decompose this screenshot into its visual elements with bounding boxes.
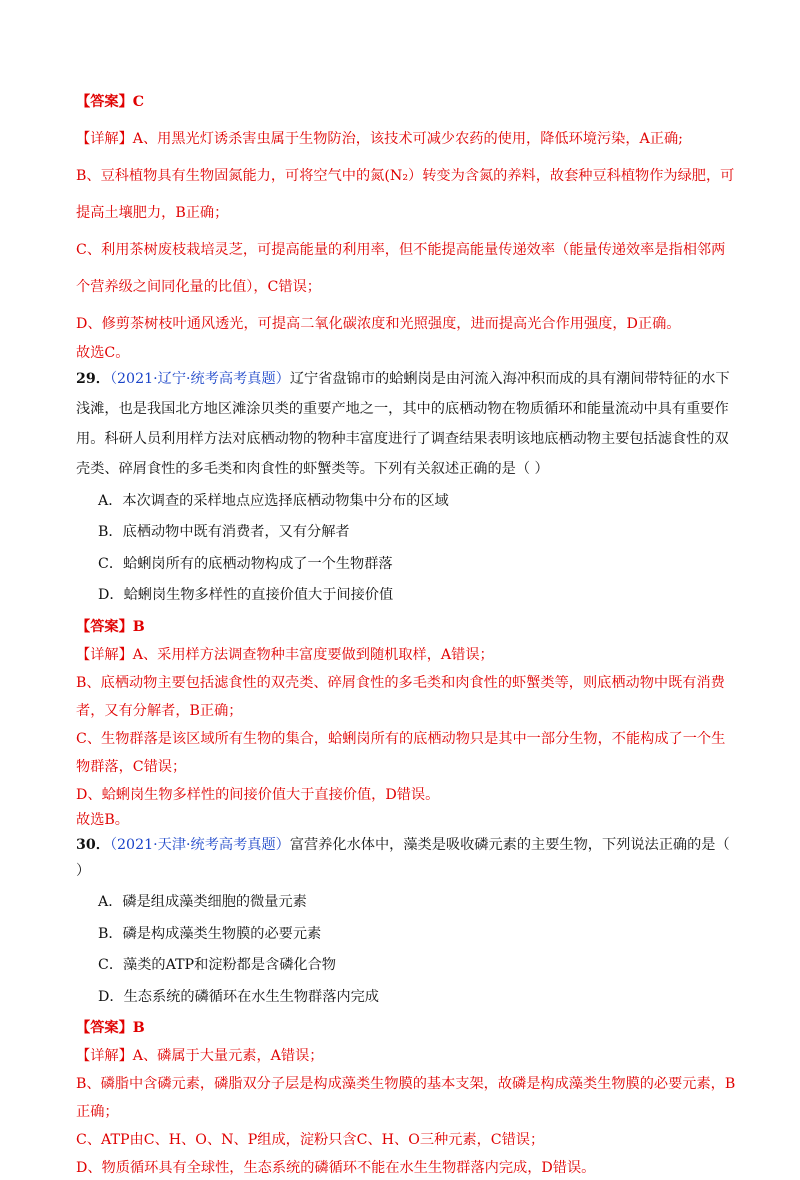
answer-value: B [132,1020,145,1036]
q29-detail-line: 物群落，C错误； [76,758,187,775]
q30-detail-line: 【详解】A、磷属于大量元素，A错误； [76,1048,324,1064]
q30-stem-first [76,834,744,857]
question-number: 29． [76,371,110,387]
q30-detail-line: 正确； [76,1104,119,1120]
answer-label: 【答案】 [76,94,133,110]
q29-stem-line: 浅滩，也是我国北方地区滩涂贝类的重要产地之一，其中的底栖动物在物质循环和能量流动中具有重要作 [76,401,729,417]
q30-option-b: B．磷是构成藻类生物膜的必要元素 [98,925,322,942]
q30-option-c: C．藻类的ATP和淀粉都是含磷化合物 [98,957,336,973]
q28-detail-line: D、修剪茶树枝叶通风透光，可提高二氧化碳浓度和光照强度，进而提高光合作用强度，D正确。 [76,316,681,332]
answer-label: 【答案】 [76,618,133,635]
q30-detail-line: C、ATP由C、H、O、N、P组成，淀粉只含C、H、O三种元素，C错误； [76,1132,545,1148]
q30-answer [76,1017,744,1040]
document-page [76,91,744,1180]
q29-option-a: A．本次调查的采样地点应选择底栖动物集中分布的区域 [98,492,449,509]
q29-option-b: B．底栖动物中既有消费者，又有分解者 [98,524,350,540]
q28-detail-line: 提高土壤肥力，B正确； [76,205,229,221]
q29-stem-line: 用。科研人员利用样方法对底栖动物的物种丰富度进行了调查结果表明该地底栖动物主要包括滤食性的双 [76,431,729,447]
q29-detail-line: C、生物群落是该区域所有生物的集合，蛤蜊岗所有的底栖动物只是其中一部分生物，不能构成了一个生 [76,730,726,747]
q29-stem-line: 壳类、碎屑食性的多毛类和肉食性的虾蟹类等。下列有关叙述正确的是（ ） [76,461,549,477]
q28-detail-line: C、利用茶树废枝栽培灵芝，可提高能量的利用率，但不能提高能量传递效率（能量传递效率是指相邻两 [76,242,726,258]
q28-answer [76,91,744,114]
q30-detail-line: D、物质循环具有全球性，生态系统的磷循环不能在水生生物群落内完成，D错误。 [76,1160,596,1176]
question-stem: 辽宁省盘锦市的蛤蜊岗是由河流入海冲积而成的具有潮间带特征的水下 [289,371,730,387]
question-source: （2021·辽宁·统考高考真题） [109,371,290,387]
q28-detail-line: B、豆科植物具有生物固氮能力，可将空气中的氮(N₂）转变为含氮的养料，故套种豆科植物作为绿肥，可 [76,168,735,184]
q29-detail-line: D、蛤蜊岗生物多样性的间接价值大于直接价值，D错误。 [76,786,440,803]
q29-answer [76,616,744,639]
question-stem: 富营养化水体中，藻类是吸收磷元素的主要生物，下列说法正确的是（ [289,836,730,853]
question-number: 30． [76,836,110,853]
q28-detail-line: 个营养级之间同化量的比值），C错误； [76,279,321,295]
q29-conclusion: 故选B。 [76,811,129,828]
q29-detail-line: 者，又有分解者，B正确； [76,702,243,719]
answer-value: C [132,94,145,110]
q29-option-c: C．蛤蜊岗所有的底栖动物构成了一个生物群落 [98,555,393,572]
answer-label: 【答案】 [76,1020,133,1036]
answer-value: B [132,618,145,635]
q30-stem-line: ） [76,862,91,879]
q30-option-d: D．生态系统的磷循环在水生生物群落内完成 [98,988,379,1005]
q28-detail-line: 【详解】A、用黑光灯诱杀害虫属于生物防治，该技术可减少农药的使用，降低环境污染，A正确; [76,131,683,147]
q30-option-a: A．磷是组成藻类细胞的微量元素 [98,894,307,910]
q29-detail-line: 【详解】A、采用样方法调查物种丰富度要做到随机取样，A错误； [76,646,494,663]
question-source: （2021·天津·统考高考真题） [109,836,290,853]
q30-detail-line: B、磷脂中含磷元素，磷脂双分子层是构成藻类生物膜的基本支架，故磷是构成藻类生物膜的必要元素，B [76,1076,736,1092]
q29-stem-first [76,368,744,391]
q29-detail-line: B、底栖动物主要包括滤食性的双壳类、碎屑食性的多毛类和肉食性的虾蟹类等，则底栖动物中既有消费 [76,674,725,691]
q29-option-d: D．蛤蜊岗生物多样性的直接价值大于间接价值 [98,587,394,603]
q28-conclusion: 故选C。 [76,345,130,361]
